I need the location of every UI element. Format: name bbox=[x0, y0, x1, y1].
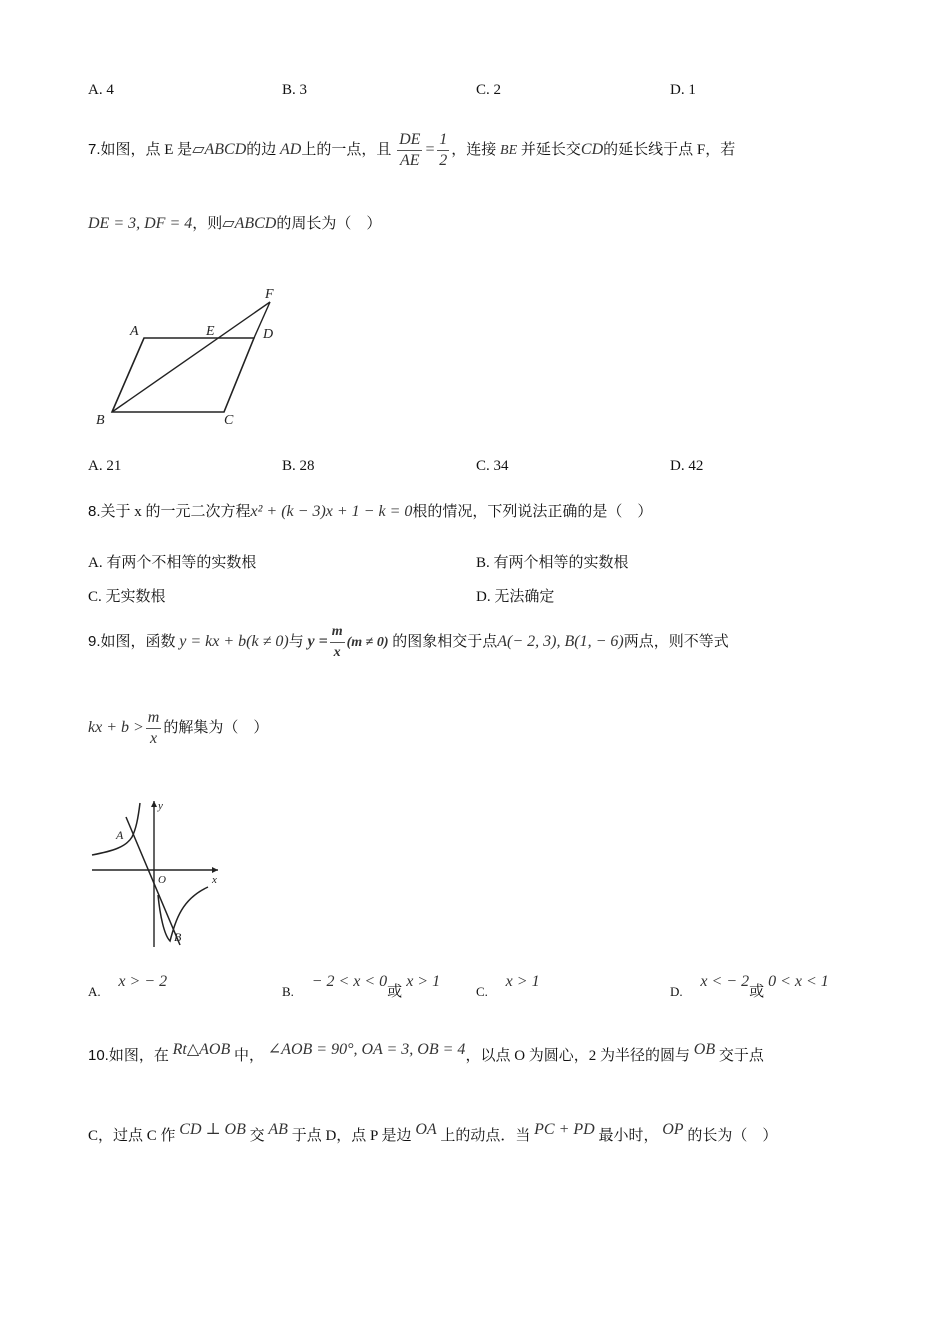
q8-number: 8. bbox=[88, 503, 101, 520]
y-axis-arrow bbox=[151, 801, 157, 807]
q7-math-parallelogram: ▱ABCD bbox=[192, 141, 247, 158]
q8-option-b: B. 有两个相等的实数根 bbox=[476, 555, 629, 571]
q9-option-c-label: C. bbox=[476, 984, 488, 999]
q10-line2-text-2: 交 bbox=[249, 1128, 265, 1144]
q7-fraction-de-ae bbox=[397, 130, 422, 171]
point-label-b: B bbox=[174, 930, 182, 944]
q7-math-cd: CD bbox=[580, 141, 604, 158]
q9-inverse-fraction bbox=[330, 622, 345, 663]
q9-text-3: 的图象相交于点 bbox=[392, 634, 498, 650]
q10-ab: AB bbox=[268, 1121, 288, 1138]
parallelogram-abcd bbox=[112, 338, 254, 412]
q7-frac-num: DE bbox=[397, 130, 422, 151]
point-label-a: A bbox=[116, 828, 124, 842]
q9-inverse-post: (m ≠ 0) bbox=[346, 635, 389, 650]
q9-option-d-label: D. bbox=[670, 984, 683, 999]
q7-line2-parallelogram: ▱ABCD bbox=[222, 215, 277, 232]
q7-option-a: A. 21 bbox=[88, 458, 122, 474]
q9-option-b-or: 或 bbox=[387, 984, 403, 1000]
q8-stem bbox=[88, 502, 652, 522]
q10-line2-text-1: C，过点 C 作 bbox=[88, 1128, 176, 1144]
q9-ineq-frac-num: m bbox=[146, 708, 162, 729]
q7-text-6: 的延长线于点 F，若 bbox=[603, 142, 736, 158]
q10-cd-perp-ob: CD ⊥ OB bbox=[179, 1121, 246, 1138]
q10-text-4: 交于点 bbox=[718, 1048, 764, 1064]
q10-text-3: ，以点 O 为圆心，2 为半径的圆与 bbox=[465, 1048, 691, 1064]
q7-option-c: C. 34 bbox=[476, 458, 509, 474]
q7-frac2-num: 1 bbox=[437, 130, 449, 151]
line-graph bbox=[126, 817, 180, 945]
q7-math-be: BE bbox=[500, 143, 518, 158]
q7-text-4: ，连接 bbox=[451, 142, 497, 158]
q10-stem-line1 bbox=[88, 1030, 764, 1076]
q7-stem-line2 bbox=[88, 214, 381, 234]
q9-option-d-or: 或 bbox=[749, 984, 765, 1000]
label-c: C bbox=[224, 413, 234, 428]
q10-line2-text-6: 的长为（ ） bbox=[687, 1128, 778, 1144]
q8-equation: x² + (k − 3)x + 1 − k = 0 bbox=[250, 503, 413, 520]
axis-label-y: y bbox=[158, 800, 163, 812]
hyperbola-branch-right bbox=[158, 887, 208, 941]
label-d: D bbox=[263, 327, 274, 342]
q9-ineq-frac-den: x bbox=[150, 730, 158, 748]
label-b: B bbox=[96, 413, 105, 428]
q9-option-a bbox=[88, 972, 167, 1002]
q8-text-1: 关于 x 的一元二次方程 bbox=[100, 504, 251, 520]
q7-given-values: DE = 3, DF = 4 bbox=[88, 215, 193, 232]
q9-stem-line2 bbox=[88, 706, 268, 750]
q10-oa: OA bbox=[415, 1121, 437, 1138]
q9-text-4: 两点，则不等式 bbox=[623, 634, 729, 650]
q9-inequality-fraction bbox=[146, 708, 162, 749]
q9-inverse-pre: y = bbox=[307, 633, 328, 650]
q9-frac-num: m bbox=[330, 622, 345, 643]
q9-linear-function: y = kx + b(k ≠ 0) bbox=[179, 633, 289, 650]
q7-text-3: 上的一点，且 bbox=[301, 142, 392, 158]
q9-stem-line1 bbox=[88, 620, 729, 665]
q8-option-d: D. 无法确定 bbox=[476, 589, 555, 605]
q7-frac2-den: 2 bbox=[439, 152, 448, 170]
origin-label: O bbox=[158, 874, 166, 886]
q7-line2-text-1: ，则 bbox=[192, 216, 223, 232]
x-axis-arrow bbox=[212, 867, 218, 873]
q10-text-2: 中， bbox=[234, 1048, 265, 1064]
q9-option-d-math2: 0 < x < 1 bbox=[768, 973, 829, 990]
q9-option-d bbox=[670, 972, 829, 1002]
q7-equals: = bbox=[424, 141, 436, 158]
q9-option-b bbox=[282, 972, 440, 1002]
q9-points: A(− 2, 3), B(1, − 6) bbox=[497, 633, 624, 650]
q7-text-5: 并延长交 bbox=[520, 142, 581, 158]
q9-option-b-label: B. bbox=[282, 984, 294, 999]
q9-option-d-math: x < − 2 bbox=[700, 973, 750, 990]
q10-ob: OB bbox=[693, 1041, 716, 1058]
label-f: F bbox=[265, 287, 274, 302]
q10-pc-plus-pd: PC + PD bbox=[534, 1121, 595, 1138]
q9-inequality: kx + b > bbox=[88, 719, 144, 736]
q6-option-b: B. 3 bbox=[282, 82, 308, 98]
q7-line2-text-2: 的周长为（ ） bbox=[276, 216, 382, 232]
q7-number: 7. bbox=[88, 141, 101, 158]
q8-option-a: A. 有两个不相等的实数根 bbox=[88, 555, 257, 571]
q7-math-ad: AD bbox=[280, 141, 302, 158]
axis-label-x: x bbox=[212, 874, 217, 886]
q10-line2-text-5: 最小时， bbox=[598, 1128, 659, 1144]
q7-parallelogram-figure bbox=[88, 280, 288, 430]
q10-given: ∠AOB = 90°, OA = 3, OB = 4 bbox=[267, 1041, 466, 1058]
q6-option-a: A. 4 bbox=[88, 82, 114, 98]
q7-fraction-half bbox=[437, 130, 449, 171]
q6-option-c: C. 2 bbox=[476, 82, 502, 98]
q9-function-graph bbox=[88, 795, 228, 955]
q6-option-d: D. 1 bbox=[670, 82, 696, 98]
q7-option-b: B. 28 bbox=[282, 458, 315, 474]
q8-text-2: 根的情况，下列说法正确的是（ ） bbox=[412, 504, 653, 520]
q10-stem-line2 bbox=[88, 1110, 777, 1156]
q7-stem-line1 bbox=[88, 122, 735, 179]
q10-op: OP bbox=[662, 1121, 684, 1138]
q10-number: 10. bbox=[88, 1047, 109, 1064]
q9-text-1: 如图，函数 bbox=[100, 634, 176, 650]
label-a: A bbox=[130, 324, 139, 339]
q9-option-b-math2: x > 1 bbox=[406, 973, 441, 990]
q10-triangle: Rt△AOB bbox=[172, 1041, 231, 1058]
q7-frac-den: AE bbox=[400, 152, 420, 170]
q9-line2-text: 的解集为（ ） bbox=[163, 720, 269, 736]
q7-text-2: 的边 bbox=[246, 142, 277, 158]
q9-frac-den: x bbox=[333, 645, 341, 661]
label-e: E bbox=[206, 324, 215, 339]
q10-line2-text-4: 上的动点．当 bbox=[440, 1128, 531, 1144]
q9-option-a-math: x > − 2 bbox=[118, 973, 168, 990]
q7-text-1: 如图，点 E 是 bbox=[100, 142, 193, 158]
q9-text-2: 与 bbox=[288, 634, 304, 650]
q8-option-c: C. 无实数根 bbox=[88, 589, 166, 605]
q10-text-1: 如图，在 bbox=[108, 1048, 169, 1064]
q9-number: 9. bbox=[88, 633, 101, 650]
q10-line2-text-3: 于点 D，点 P 是边 bbox=[291, 1128, 412, 1144]
q7-option-d: D. 42 bbox=[670, 458, 704, 474]
q9-option-c-math: x > 1 bbox=[505, 973, 540, 990]
q9-option-c bbox=[476, 972, 540, 1002]
q9-option-a-label: A. bbox=[88, 984, 101, 999]
q9-option-b-math: − 2 < x < 0 bbox=[311, 973, 388, 990]
